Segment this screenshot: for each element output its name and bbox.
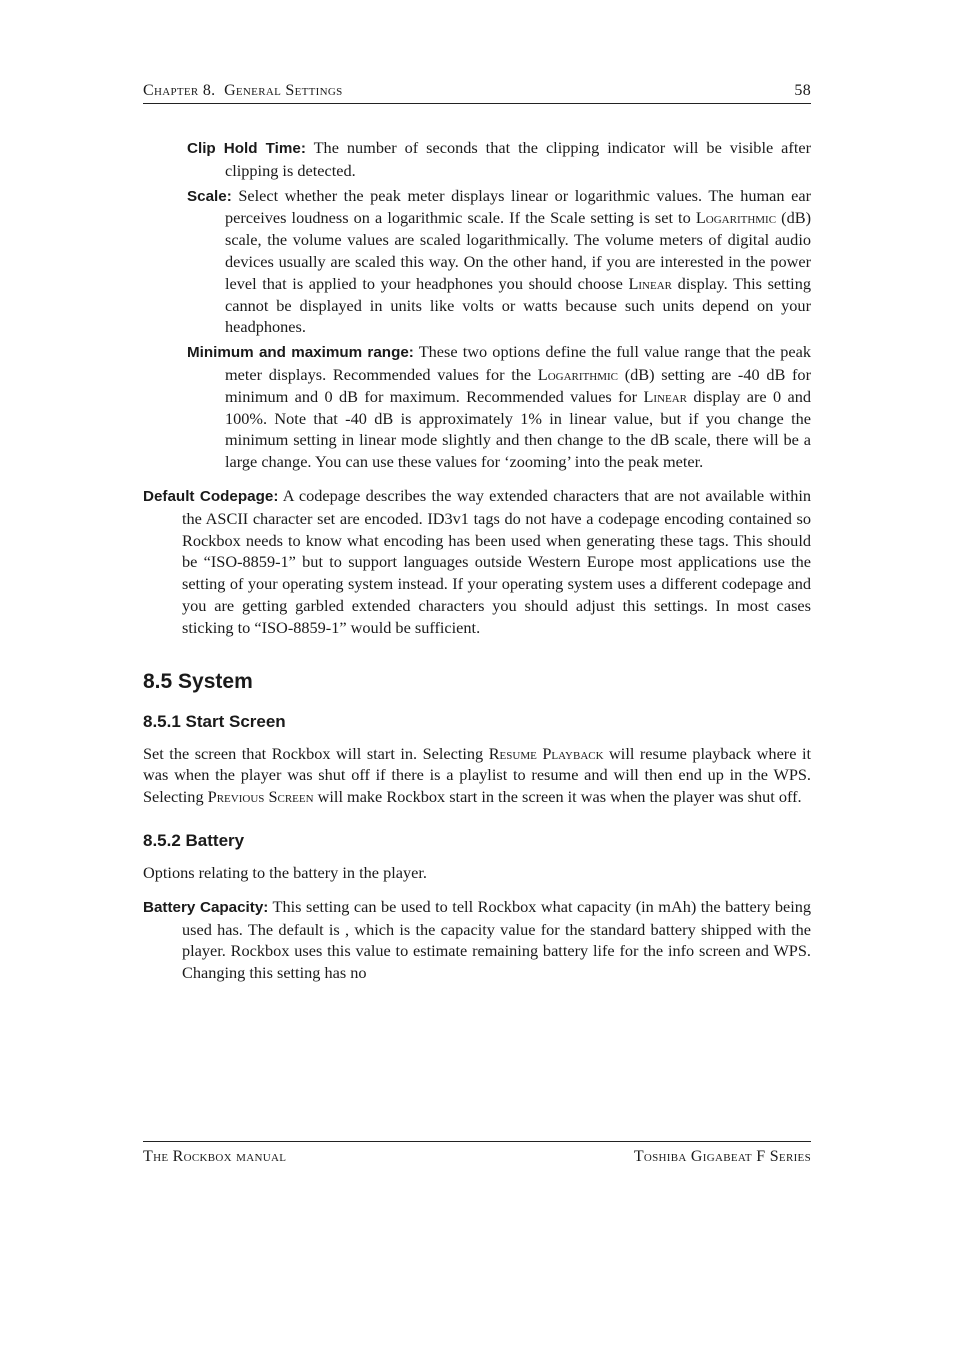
subsection-heading-battery: 8.5.2 Battery [143, 830, 245, 850]
start-screen-paragraph [143, 743, 811, 808]
option-linear: Linear [643, 386, 688, 406]
page-body [143, 137, 811, 987]
start-screen-text-3: will make Rockbox start in the screen it was when the player was shut off. [313, 787, 802, 807]
desc-clip-hold-time: The number of seconds that the clipping indicator will be visible after clipping is detected. [225, 138, 811, 180]
desc-scale-part3: display. This setting cannot be displayed in units like volts or watts because such units depend on your headphones. [225, 273, 811, 337]
option-linear: Linear [628, 273, 673, 293]
term-scale: Scale: [187, 187, 232, 205]
term-battery-capacity: Battery Capacity: [143, 898, 269, 916]
term-clip-hold-time: Clip Hold Time: [187, 140, 306, 157]
chapter-number: Chapter 8. [143, 82, 216, 99]
footer-device-name: Toshiba Gigabeat F Series [633, 1148, 811, 1165]
start-screen-text-2: will resume playback where it was when the player was shut off if there is a playlist to resume and will then end up in the WPS. Selecting [143, 743, 811, 807]
term-min-max-range: Minimum and maximum range: [187, 344, 414, 362]
chapter-heading [143, 82, 343, 100]
running-header [143, 82, 811, 104]
subsection-heading-start-screen: 8.5.1 Start Screen [143, 711, 286, 731]
list-item-min-max-range [187, 341, 811, 473]
page-number: 58 [794, 82, 811, 99]
desc-range-part3: display are 0 and 100%. Note that -40 dB is approximately 1% in linear value, but if you change the minimum setting in linear mode slightly and then change to the dB scale, there will be a large change. You can use these values for ‘zooming’ into the peak meter. [225, 386, 811, 472]
term-default-codepage: Default Codepage: [143, 487, 279, 505]
battery-intro: Options relating to the battery in the player. [143, 862, 427, 882]
desc-battery-capacity: This setting can be used to tell Rockbox what capacity (in mAh) the battery being used has. The default is , which is the capacity value for the standard battery shipped with the player. Rockbox uses this value to estimate remaining battery life for the info screen and WPS. Changing this setting has no [182, 896, 811, 983]
list-item-default-codepage [143, 485, 811, 639]
list-item-scale [187, 185, 811, 339]
desc-default-codepage: A codepage describes the way extended characters that are not available within the ASCII character set are encoded. ID3v1 tags do not have a codepage encoding contained so Rockbox needs to know what encoding has been used when generating these tags. This should be “ISO-8859-1” but to support languages outside Western Europe most applications use the setting of your operating system instead. If your operating system uses a different codepage and you are getting garbled extended characters you should adjust this settings. In most cases sticking to “ISO-8859-1” would be sufficient. [182, 485, 812, 637]
desc-scale-part1: Select whether the peak meter displays linear or logarithmic values. The human ear perceives loudness on a logarithmic scale. If the Scale setting is set to [225, 185, 811, 228]
option-previous-screen: Previous Screen [207, 787, 314, 807]
list-item-battery-capacity [143, 896, 811, 984]
chapter-title: General Settings [224, 82, 343, 99]
option-resume-playback: Resume Playback [488, 743, 604, 763]
desc-range-part1: These two options define the full value range that the peak meter displays. Recommended values for the [225, 342, 812, 384]
list-item-clip-hold-time [187, 137, 811, 182]
desc-range-part2: (dB) setting are -40 dB for minimum and 0 dB for maximum. Recommended values for [225, 364, 811, 406]
footer-manual-title: The Rockbox manual [143, 1148, 287, 1165]
section-heading-system: 8.5 System [143, 669, 253, 693]
desc-scale-part2: (dB) scale, the volume values are scaled logarithmically. The volume meters of digital audio devices usually are scaled this way. On the other hand, if you are interested in the power level that is applied to your headphones you should choose [225, 208, 811, 293]
option-logarithmic: Logarithmic [695, 208, 777, 228]
peak-meter-options-list [187, 137, 811, 473]
running-footer [143, 1141, 811, 1166]
option-logarithmic: Logarithmic [537, 364, 619, 384]
start-screen-text-1: Set the screen that Rockbox will start in. Selecting [143, 743, 489, 763]
